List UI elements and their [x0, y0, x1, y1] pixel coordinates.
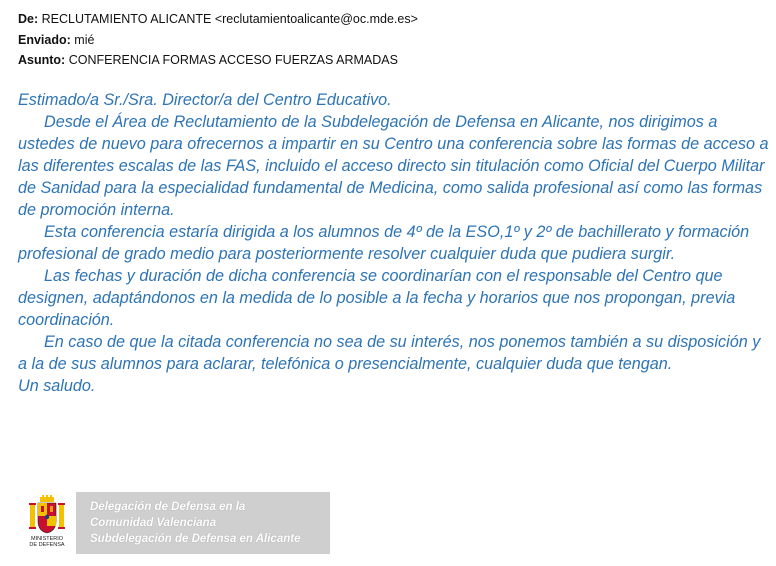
sent-row [18, 30, 418, 51]
from-label: De: [18, 12, 39, 26]
email-header [18, 9, 418, 71]
signature-line-2: Comunidad Valenciana [90, 517, 217, 529]
closing: Un saludo. [18, 377, 96, 395]
ministry-logo [18, 492, 76, 554]
from-row [18, 9, 418, 30]
from-value[interactable]: RECLUTAMIENTO ALICANTE <reclutamientoalicante@oc.mde.es> [41, 12, 418, 26]
subject-label: Asunto: [18, 53, 66, 67]
signature-text [90, 499, 300, 547]
spanish-coat-of-arms-icon [27, 495, 67, 535]
ministry-logo-text: MINISTERIO DE DEFENSA [29, 536, 65, 548]
sent-label: Enviado: [18, 32, 71, 47]
sent-value: mié [74, 32, 95, 47]
subject-value: CONFERENCIA FORMAS ACCESO FUERZAS ARMADAS [68, 53, 398, 67]
subject-row [18, 50, 418, 71]
signature-line-3: Subdelegación de Defensa en Alicante [90, 533, 301, 545]
body-paragraph-2: Esta conferencia estaría dirigida a los alumnos de 4º de la ESO,1º y 2º de bachillerato y formación profesional de grado medio para posteriormente resolver cualquier duda que pudiera surgir. [18, 223, 750, 263]
body-paragraph-4: En caso de que la citada conferencia no sea de su interés, nos ponemos también a su disposición y a la de sus alumnos para aclarar, telefónica o presencialmente, cualquier duda que tengan. [18, 333, 761, 373]
signature-banner [18, 492, 330, 554]
signature-line-1: Delegación de Defensa en la [90, 501, 246, 513]
greeting: Estimado/a Sr./Sra. Director/a del Centro Educativo. [18, 91, 392, 109]
body-paragraph-3: Las fechas y duración de dicha conferencia se coordinarían con el responsable del Centro que designen, adaptándonos en la medida de lo posible a la fecha y horarios que nos propongan, previa coordinación. [18, 267, 736, 329]
email-body [18, 89, 770, 397]
body-paragraph-1: Desde el Área de Reclutamiento de la Subdelegación de Defensa en Alicante, nos dirigimos a ustedes de nuevo para ofrecernos a impartir en su Centro una conferencia sobre las formas de acceso a las diferentes escalas de las FAS, incluido el acceso directo sin titulación como Oficial del Cuerpo Militar de Sanidad para la especialidad fundamental de Medicina, como salida profesional así como las formas de promoción interna. [18, 113, 769, 219]
